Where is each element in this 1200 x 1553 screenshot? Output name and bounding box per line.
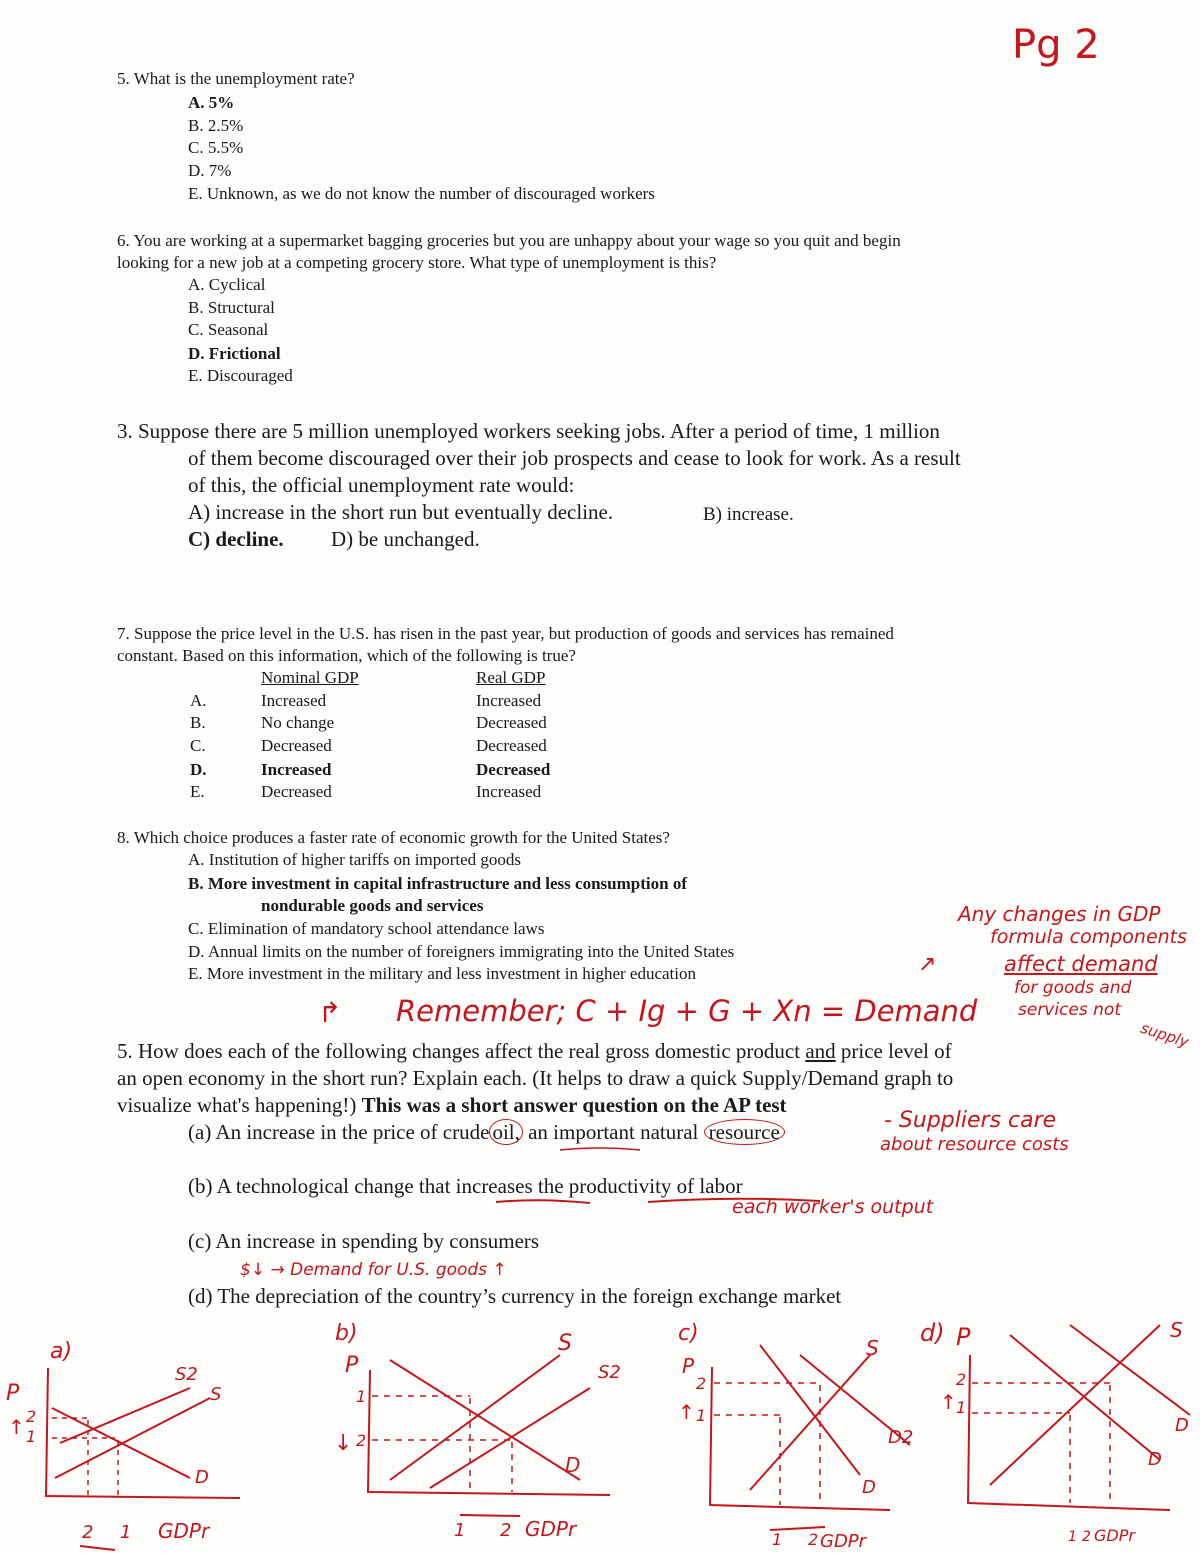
q5-question: 5. What is the unemployment rate? bbox=[117, 69, 355, 88]
graph-d-price-1: 1 bbox=[956, 1398, 967, 1417]
q6-option-b: B. Structural bbox=[188, 298, 275, 317]
q6-line2: looking for a new job at a competing grocery store. What type of unemployment is this? bbox=[117, 253, 717, 272]
q7-row-a-letter: A. bbox=[190, 691, 207, 710]
q5b-part-a-start: (a) An increase in the price of crude bbox=[188, 1120, 490, 1144]
graph-d-label-d2: D bbox=[1175, 1415, 1189, 1436]
graph-a-qty-1: 1 bbox=[120, 1522, 132, 1543]
up-arrow-icon: ↗ bbox=[918, 952, 937, 977]
note-gdp-line3: affect demand bbox=[1004, 952, 1158, 976]
q3-option-a: A) increase in the short run but eventually decline. bbox=[188, 500, 614, 524]
note-demand-us-goods: $↓ → Demand for U.S. goods ↑ bbox=[240, 1260, 507, 1280]
q6-option-c: C. Seasonal bbox=[188, 320, 269, 339]
graph-d-label-s: S bbox=[1170, 1318, 1183, 1342]
graph-b-xlabel: GDPr bbox=[525, 1517, 577, 1540]
graph-a bbox=[0, 1328, 270, 1553]
q6-option-e: E. Discouraged bbox=[188, 366, 293, 385]
q7-row-d-real: Decreased bbox=[476, 760, 551, 779]
q8-option-a: A. Institution of higher tariffs on imported goods bbox=[188, 850, 522, 869]
q7-row-b-letter: B. bbox=[190, 713, 206, 732]
graph-b-axis-p: P bbox=[345, 1353, 359, 1378]
q7-row-c-nominal: Decreased bbox=[261, 736, 332, 755]
q5b-part-b: (b) A technological change that increases the productivity of labor bbox=[188, 1174, 743, 1198]
graph-c-qty-1: 1 bbox=[772, 1530, 783, 1549]
graph-d-qty-1: 1 bbox=[1068, 1529, 1077, 1545]
q5-option-c: C. 5.5% bbox=[188, 138, 244, 157]
graph-d bbox=[920, 1305, 1200, 1553]
q3-line3: of this, the official unemployment rate would: bbox=[188, 473, 575, 497]
graph-b-label-s: S bbox=[558, 1331, 572, 1356]
q5b-line1-and: and bbox=[805, 1039, 836, 1063]
q6-line1: 6. You are working at a supermarket bagging groceries but you are unhappy about your wage so you quit and begin bbox=[117, 231, 901, 250]
graph-a-axis-p: P bbox=[6, 1381, 20, 1406]
graph-c bbox=[640, 1315, 940, 1553]
q8-option-d: D. Annual limits on the number of foreigners immigrating into the United States bbox=[188, 942, 735, 961]
q3-option-c: C) decline. bbox=[188, 527, 284, 551]
graph-a-xlabel: GDPr bbox=[158, 1519, 210, 1543]
graph-d-price-2: 2 bbox=[956, 1370, 967, 1389]
graph-b-label-s2: S2 bbox=[598, 1362, 621, 1383]
q8-option-b-line2: nondurable goods and services bbox=[261, 896, 484, 915]
q7-row-a-nominal: Increased bbox=[261, 691, 327, 710]
graph-c-qty-2: 2 bbox=[808, 1530, 819, 1549]
note-worker-output: each worker's output bbox=[732, 1196, 934, 1218]
graph-c-label-s: S bbox=[866, 1336, 879, 1360]
graph-a-label-s: S bbox=[210, 1384, 222, 1405]
graph-c-label-d: D bbox=[862, 1477, 876, 1498]
note-suppliers-line1: - Suppliers care bbox=[884, 1108, 1057, 1133]
graph-c-axis-p: P bbox=[682, 1354, 695, 1378]
q7-row-e-real: Increased bbox=[476, 782, 542, 801]
q7-row-c-real: Decreased bbox=[476, 736, 547, 755]
q7-row-d-nominal: Increased bbox=[261, 760, 332, 779]
q5b-line3-start: visualize what's happening!) bbox=[117, 1093, 357, 1117]
graph-b bbox=[320, 1310, 640, 1540]
graph-a-tag: a) bbox=[50, 1339, 73, 1364]
q6-option-a: A. Cyclical bbox=[188, 275, 266, 294]
graph-d-axis-p: P bbox=[956, 1323, 971, 1351]
q5b-part-a-resource: resource bbox=[704, 1119, 785, 1145]
q7-col-real: Real GDP bbox=[476, 668, 546, 687]
graph-d-qty-2: 2 bbox=[1082, 1529, 1091, 1545]
note-gdp-line5: services not bbox=[1018, 1000, 1121, 1020]
graph-a-up-arrow: ↑ bbox=[8, 1415, 25, 1439]
q7-row-e-nominal: Decreased bbox=[261, 782, 332, 801]
graph-c-tag: c) bbox=[678, 1321, 699, 1346]
q5-option-a: A. 5% bbox=[188, 93, 235, 112]
q5b-part-d: (d) The depreciation of the country’s currency in the foreign exchange market bbox=[188, 1284, 842, 1308]
note-remember: Remember; C + Ig + G + Xn = Demand bbox=[396, 994, 978, 1028]
note-gdp-line6: supply bbox=[1138, 1018, 1191, 1052]
q7-row-d-letter: D. bbox=[190, 760, 207, 779]
graph-b-price-1: 1 bbox=[356, 1387, 367, 1406]
graph-a-label-d: D bbox=[195, 1467, 209, 1488]
q5-option-b: B. 2.5% bbox=[188, 116, 244, 135]
q5-option-e: E. Unknown, as we do not know the number of discouraged workers bbox=[188, 184, 655, 203]
q5b-line2: an open economy in the short run? Explain each. (It helps to draw a quick Supply/Demand graph to bbox=[117, 1066, 954, 1090]
q7-row-c-letter: C. bbox=[190, 736, 206, 755]
q7-row-b-real: Decreased bbox=[476, 713, 547, 732]
graph-b-down-arrow: ↓ bbox=[334, 1431, 353, 1456]
page-number-mark: Pg 2 bbox=[1012, 22, 1100, 68]
q7-line2: constant. Based on this information, which of the following is true? bbox=[117, 646, 576, 665]
q3-line1: 3. Suppose there are 5 million unemployed workers seeking jobs. After a period of time, 1 million bbox=[117, 419, 940, 443]
graph-c-xlabel: GDPr bbox=[820, 1531, 867, 1552]
q8-option-b-line1: B. More investment in capital infrastructure and less consumption of bbox=[188, 874, 687, 893]
q3-option-b: B) increase. bbox=[703, 504, 794, 525]
graph-c-price-1: 1 bbox=[696, 1406, 707, 1425]
graph-a-qty-2: 2 bbox=[82, 1522, 94, 1543]
graph-b-qty-2: 2 bbox=[500, 1520, 512, 1540]
q3-line2: of them become discouraged over their job prospects and cease to look for work. As a result bbox=[188, 446, 961, 470]
q6-option-d: D. Frictional bbox=[188, 344, 281, 363]
q3-option-d: D) be unchanged. bbox=[331, 527, 480, 551]
q7-row-a-real: Increased bbox=[476, 691, 542, 710]
q5b-line1-start: 5. How does each of the following changes affect the real gross domestic product bbox=[117, 1039, 801, 1063]
graph-c-price-2: 2 bbox=[696, 1374, 707, 1393]
note-suppliers-line2: about resource costs bbox=[880, 1134, 1069, 1155]
q7-col-nominal: Nominal GDP bbox=[261, 668, 359, 687]
graph-d-up-arrow: ↑ bbox=[940, 1390, 957, 1414]
graph-a-label-s2: S2 bbox=[175, 1364, 198, 1385]
graph-d-tag: d) bbox=[920, 1319, 945, 1347]
q5-option-d: D. 7% bbox=[188, 161, 232, 180]
q5b-part-a-mid: an important natural bbox=[528, 1120, 699, 1144]
graph-d-label-d: D bbox=[1148, 1449, 1162, 1470]
graph-a-price-1: 1 bbox=[26, 1427, 37, 1446]
graph-c-up-arrow: ↑ bbox=[678, 1400, 695, 1424]
graph-d-xlabel: GDPr bbox=[1094, 1526, 1135, 1545]
q5b-part-c: (c) An increase in spending by consumers bbox=[188, 1229, 540, 1253]
q8-question: 8. Which choice produces a faster rate of economic growth for the United States? bbox=[117, 828, 670, 847]
q7-row-e-letter: E. bbox=[190, 782, 205, 801]
graph-c-label-d2: D2 bbox=[888, 1427, 914, 1448]
graph-b-price-2: 2 bbox=[356, 1431, 367, 1450]
graph-b-label-d: D bbox=[565, 1453, 581, 1477]
note-gdp-line4: for goods and bbox=[1014, 978, 1132, 998]
q5b-line1-end: price level of bbox=[840, 1039, 952, 1063]
graph-b-tag: b) bbox=[335, 1321, 358, 1346]
q7-line1: 7. Suppose the price level in the U.S. has risen in the past year, but production of goods and services has remained bbox=[117, 624, 894, 643]
note-gdp-line2: formula components bbox=[990, 926, 1188, 948]
note-gdp-line1: Any changes in GDP bbox=[958, 902, 1161, 926]
graph-a-price-2: 2 bbox=[26, 1407, 37, 1426]
q5b-line3-bold: This was a short answer question on the AP test bbox=[361, 1093, 787, 1117]
q8-option-e: E. More investment in the military and less investment in higher education bbox=[188, 964, 696, 983]
arrow-right-icon: ↱ bbox=[318, 996, 342, 1029]
q8-option-c: C. Elimination of mandatory school attendance laws bbox=[188, 919, 545, 938]
q7-row-b-nominal: No change bbox=[261, 713, 335, 732]
q5b-part-a-oil: oil, bbox=[489, 1119, 522, 1145]
graph-b-qty-1: 1 bbox=[454, 1520, 466, 1540]
